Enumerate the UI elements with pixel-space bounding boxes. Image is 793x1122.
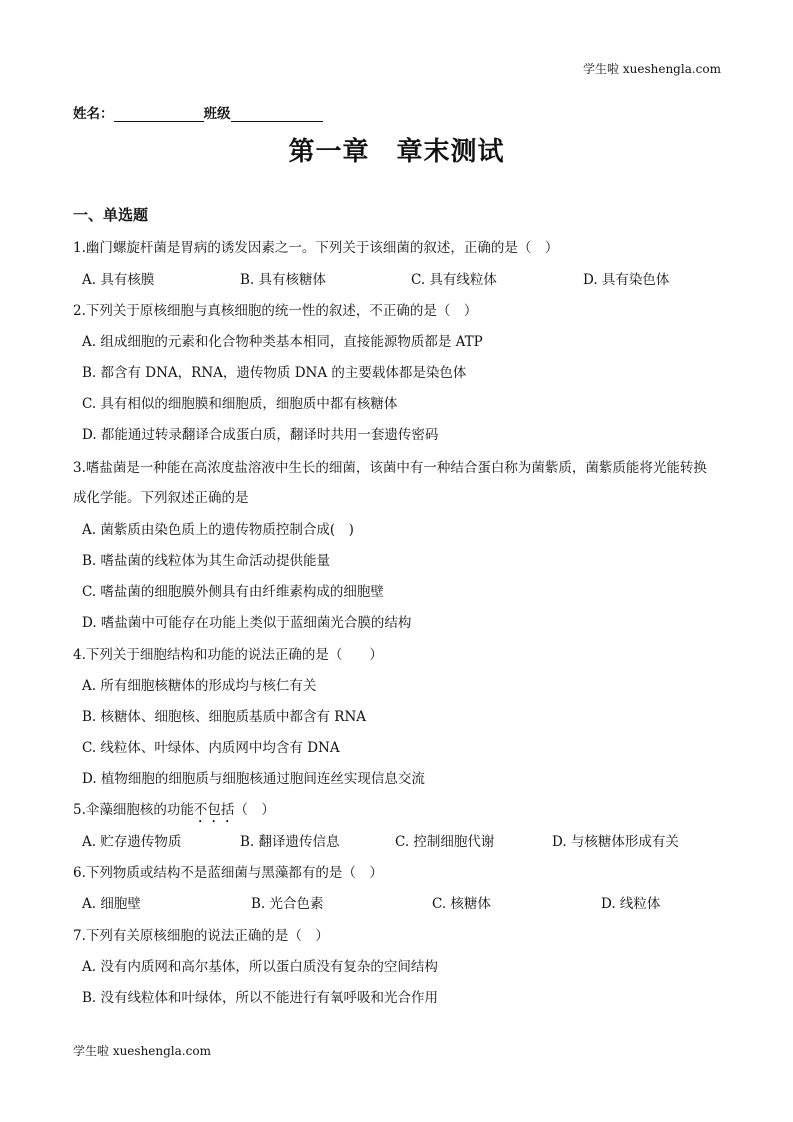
question-1-option-d: D. 具有染色体 [583,272,670,288]
question-2-stem: 2.下列关于原核细胞与真核细胞的统一性的叙述，不正确的是（ ） [73,303,478,319]
question-4-option-b: B. 核糖体、细胞核、细胞质基质中都含有 RNA [82,709,367,725]
class-blank [231,107,323,122]
question-2-option-c: C. 具有相似的细胞膜和细胞质，细胞质中都有核糖体 [82,396,398,412]
name-blank [114,107,204,122]
question-2-option-a: A. 组成细胞的元素和化合物种类基本相同，直接能源物质都是 ATP [82,334,483,350]
question-5-stem-pre: 5.伞藻细胞核的功能 [73,802,194,818]
question-1-option-a: A. 具有核膜 [82,272,155,288]
question-6-option-a: A. 细胞壁 [82,896,141,912]
question-7-option-a: A. 没有内质网和高尔基体，所以蛋白质没有复杂的空间结构 [82,959,438,975]
question-4-option-c: C. 线粒体、叶绿体、内质网中均含有 DNA [82,740,340,756]
question-5-stem [73,798,275,826]
question-5-option-b: B. 翻译遗传信息 [240,834,340,850]
question-1-option-c: C. 具有线粒体 [411,272,497,288]
question-6-option-c: C. 核糖体 [432,896,491,912]
page-title: 第一章 章末测试 [288,137,505,167]
question-1-stem: 1.幽门螺旋杆菌是胃病的诱发因素之一。下列关于该细菌的叙述，正确的是（ ） [73,240,559,256]
question-5-option-d: D. 与核糖体形成有关 [552,834,679,850]
question-2-option-b: B. 都含有 DNA，RNA，遗传物质 DNA 的主要载体都是染色体 [82,365,467,381]
question-2-option-d: D. 都能通过转录翻译合成蛋白质，翻译时共用一套遗传密码 [82,427,439,443]
section-heading: 一、单选题 [73,206,149,224]
question-6-option-d: D. 线粒体 [601,896,661,912]
question-7-stem: 7.下列有关原核细胞的说法正确的是（ ） [73,928,329,944]
question-3-stem-line2: 成化学能。下列叙述正确的是 [73,490,249,506]
page-footer: 学生啦 xueshengla.com [73,1044,211,1058]
question-5-stem-post: （ ） [234,802,275,818]
question-7-option-b: B. 没有线粒体和叶绿体，所以不能进行有氧呼吸和光合作用 [82,990,439,1006]
question-3-option-b: B. 嗜盐菌的线粒体为其生命活动提供能量 [82,553,331,569]
question-5-option-a: A. 贮存遗传物质 [82,834,182,850]
question-6-stem: 6.下列物质或结构不是蓝细菌与黑藻都有的是（ ） [73,865,383,881]
question-3-option-c: C. 嗜盐菌的细胞膜外侧具有由纤维素构成的细胞壁 [82,584,384,600]
question-3-option-d: D. 嗜盐菌中可能存在功能上类似于蓝细菌光合膜的结构 [82,615,412,631]
student-info-line [73,102,323,122]
question-6-option-b: B. 光合色素 [251,896,324,912]
question-4-option-d: D. 植物细胞的细胞质与细胞核通过胞间连丝实现信息交流 [82,771,425,787]
question-4-option-a: A. 所有细胞核糖体的形成均与核仁有关 [82,678,317,694]
question-5-option-c: C. 控制细胞代谢 [395,834,495,850]
question-3-option-a: A. 菌紫质由染色质上的遗传物质控制合成( ) [82,522,354,538]
question-3-stem-line1: 3.嗜盐菌是一种能在高浓度盐溶液中生长的细菌，该菌中有一种结合蛋白称为菌紫质，菌紫质能将光能转换 [73,460,707,476]
question-1-option-b: B. 具有核糖体 [240,272,327,288]
name-label: 姓名： [73,106,114,122]
page-header: 学生啦 xueshengla.com [583,62,721,76]
class-label: 班级 [203,106,231,122]
question-4-stem: 4.下列关于细胞结构和功能的说法正确的是（ ） [73,647,383,663]
question-5-stem-emphasis: 不包括 [193,802,235,818]
